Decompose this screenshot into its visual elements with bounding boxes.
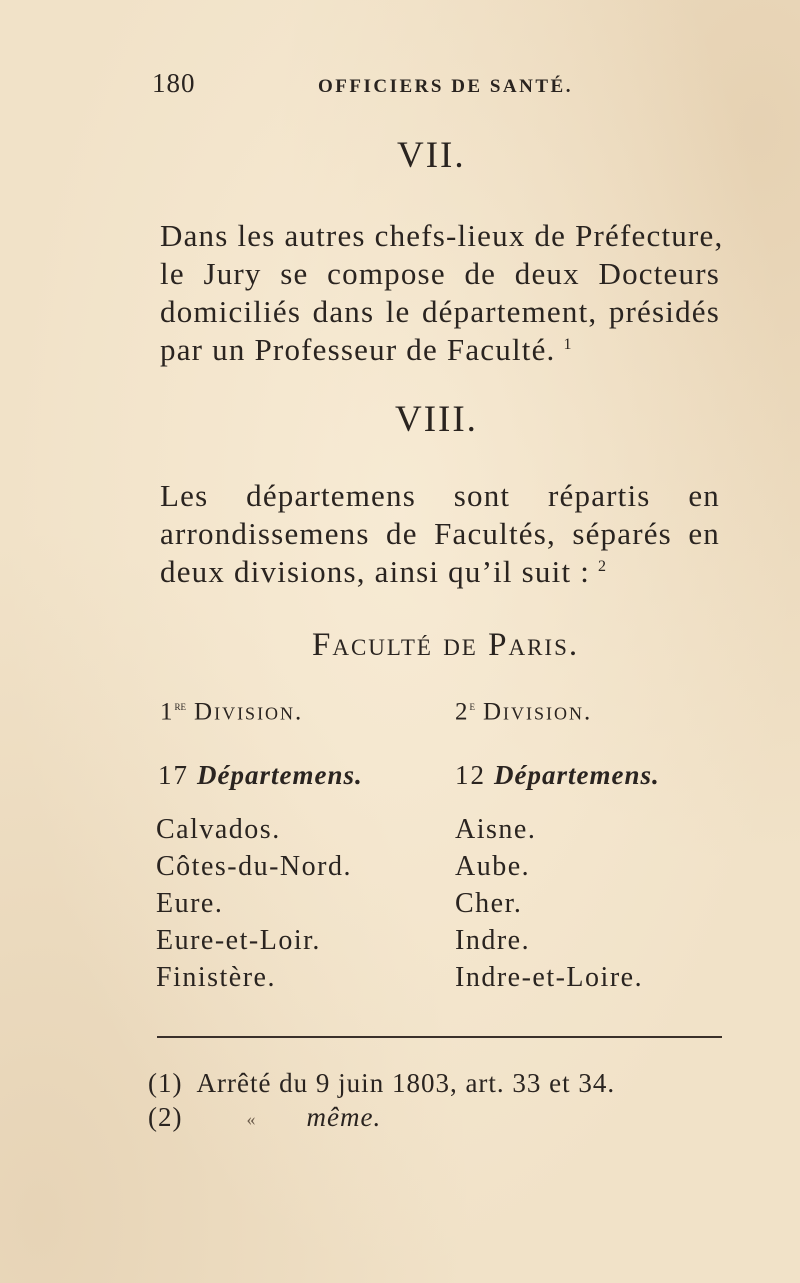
division-1-title: Division. — [194, 698, 304, 726]
list-item: Calvados. — [156, 814, 281, 845]
paragraph-viii-line-1: Les départemens sont répartis en — [160, 478, 720, 513]
running-head: OFFICIERS DE SANTÉ. — [318, 76, 573, 97]
division-1-count-number: 17 — [158, 760, 189, 790]
footnote-1-text: Arrêté du 9 juin 1803, art. 33 et 34. — [196, 1068, 616, 1098]
footnote-ref-2: 2 — [598, 557, 607, 575]
division-2-title: Division. — [483, 698, 593, 726]
list-item: Indre-et-Loire. — [455, 962, 644, 993]
footnote-1-marker: (1) — [148, 1068, 183, 1098]
paragraph-viii-line-2: arrondissemens de Facultés, séparés en — [160, 516, 720, 551]
section-heading-viii: VIII. — [395, 399, 478, 440]
list-item: Finistère. — [156, 962, 276, 993]
division-2-department-list — [455, 811, 643, 996]
footnote-2-text: même. — [306, 1102, 382, 1132]
division-1-number: 1 — [160, 698, 175, 726]
division-2-count — [455, 760, 660, 791]
footnote-2-marker: (2) — [148, 1102, 183, 1132]
division-1-department-list — [156, 811, 352, 996]
list-item: Aube. — [455, 851, 531, 882]
division-2-number: 2 — [455, 698, 470, 726]
footnote-divider — [157, 1036, 722, 1038]
division-2-count-word: Départemens. — [494, 760, 660, 790]
paragraph-viii-line-3-text: deux divisions, ainsi qu’il suit : — [160, 554, 591, 589]
division-1-count-word: Départemens. — [197, 760, 363, 790]
list-item: Eure. — [156, 888, 224, 919]
paragraph-vii-line-3: domiciliés dans le département, présidés — [160, 294, 720, 329]
division-heading-1 — [160, 698, 303, 726]
list-item: Aisne. — [455, 814, 537, 845]
section-heading-vii: VII. — [397, 135, 466, 176]
footnote-1 — [148, 1068, 615, 1099]
paragraph-vii-line-4 — [160, 332, 720, 368]
ditto-mark: « — [246, 1109, 257, 1130]
paragraph-vii-line-4-text: par un Professeur de Faculté. — [160, 332, 556, 367]
list-item: Côtes-du-Nord. — [156, 851, 352, 882]
list-item: Eure-et-Loir. — [156, 925, 321, 956]
paragraph-vii-line-2: le Jury se compose de deux Docteurs — [160, 256, 720, 291]
list-item: Cher. — [455, 888, 523, 919]
page-number: 180 — [152, 68, 196, 98]
division-2-count-number: 12 — [455, 760, 486, 790]
division-1-count — [158, 760, 363, 791]
division-1-suffix: re — [174, 698, 187, 713]
faculty-heading: Faculté de Paris. — [312, 627, 580, 663]
footnote-ref-1: 1 — [563, 335, 572, 353]
list-item: Indre. — [455, 925, 531, 956]
paragraph-viii-line-3 — [160, 554, 720, 590]
division-2-suffix: e — [469, 698, 475, 713]
footnote-2 — [148, 1102, 381, 1133]
division-heading-2 — [455, 698, 592, 726]
paragraph-vii-line-1: Dans les autres chefs-lieux de Préfecture, — [160, 218, 724, 253]
